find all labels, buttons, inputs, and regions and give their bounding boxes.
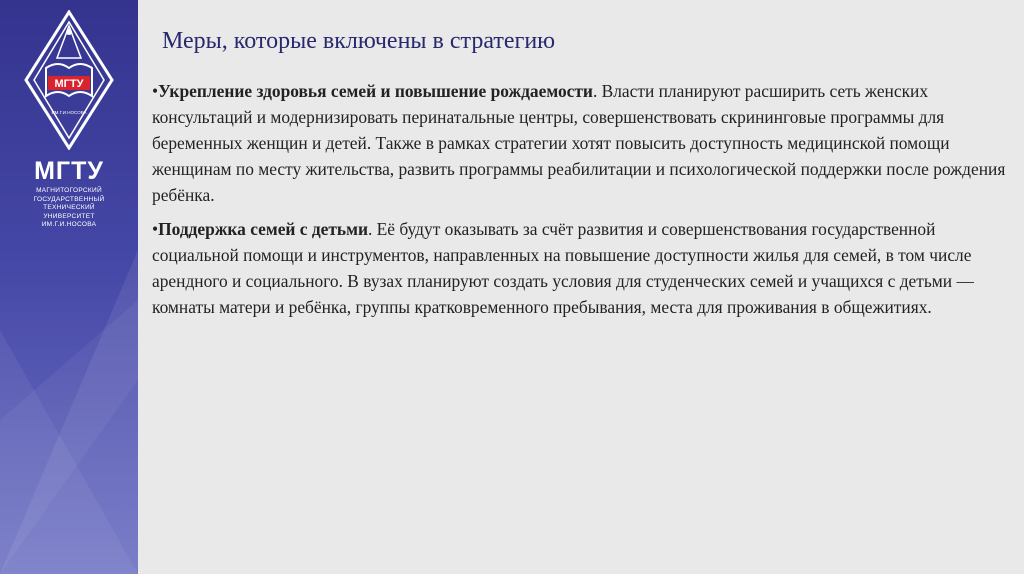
logo-title: МГТУ	[34, 157, 104, 185]
logo-subtitle-line: МАГНИТОГОРСКИЙ	[36, 187, 102, 194]
university-logo	[0, 0, 138, 240]
bullet-list	[152, 78, 1017, 328]
bullet-marker: •	[152, 81, 159, 101]
bullet-marker: •	[152, 219, 159, 239]
bullet-item	[152, 78, 1017, 208]
logo-subtitle-line: ТЕХНИЧЕСКИЙ	[43, 204, 95, 211]
slide-title: Меры, которые включены в стратегию	[162, 28, 556, 54]
bullet-item	[152, 216, 1017, 320]
logo-subtitle-line: ИМ.Г.И.НОСОВА	[41, 221, 97, 228]
bullet-text: . Её будут оказывать за счёт развития и совершенствования государственной социальной помощи и инструментов, направленных на повышение доступности жилья для семей, в том числе арендного и социального. В вузах планируют создать условия для студенческих семей и учащихся с детьми — комнаты матери и ребёнка, группы кратковременного пребывания, места для проживания в общежитиях.	[152, 219, 974, 317]
bullet-text: . Власти планируют расширить сеть женских консультаций и модернизировать перинатальные центры, совершенствовать скрининговые программы для беременных женщин и детей. Также в рамках стратегии хотят повысить доступность медицинской помощи женщинам по месту жительства, развить программы реабилитации и психологической поддержки после рождения ребёнка.	[152, 81, 1006, 205]
emblem-text: МГТУ	[54, 78, 84, 90]
university-emblem-icon	[24, 10, 114, 150]
sidebar	[0, 0, 138, 574]
bullet-heading: Укрепление здоровья семей и повышение рождаемости	[158, 81, 593, 101]
logo-subtitle-line: УНИВЕРСИТЕТ	[43, 212, 95, 220]
slide-content	[138, 0, 1024, 574]
logo-subtitle-line: ГОСУДАРСТВЕННЫЙ	[33, 195, 105, 203]
bullet-heading: Поддержка семей с детьми	[158, 219, 368, 239]
logo-subtitle	[0, 187, 138, 230]
emblem-small-text: ИМ.Г.И.НОСОВА	[51, 110, 87, 115]
